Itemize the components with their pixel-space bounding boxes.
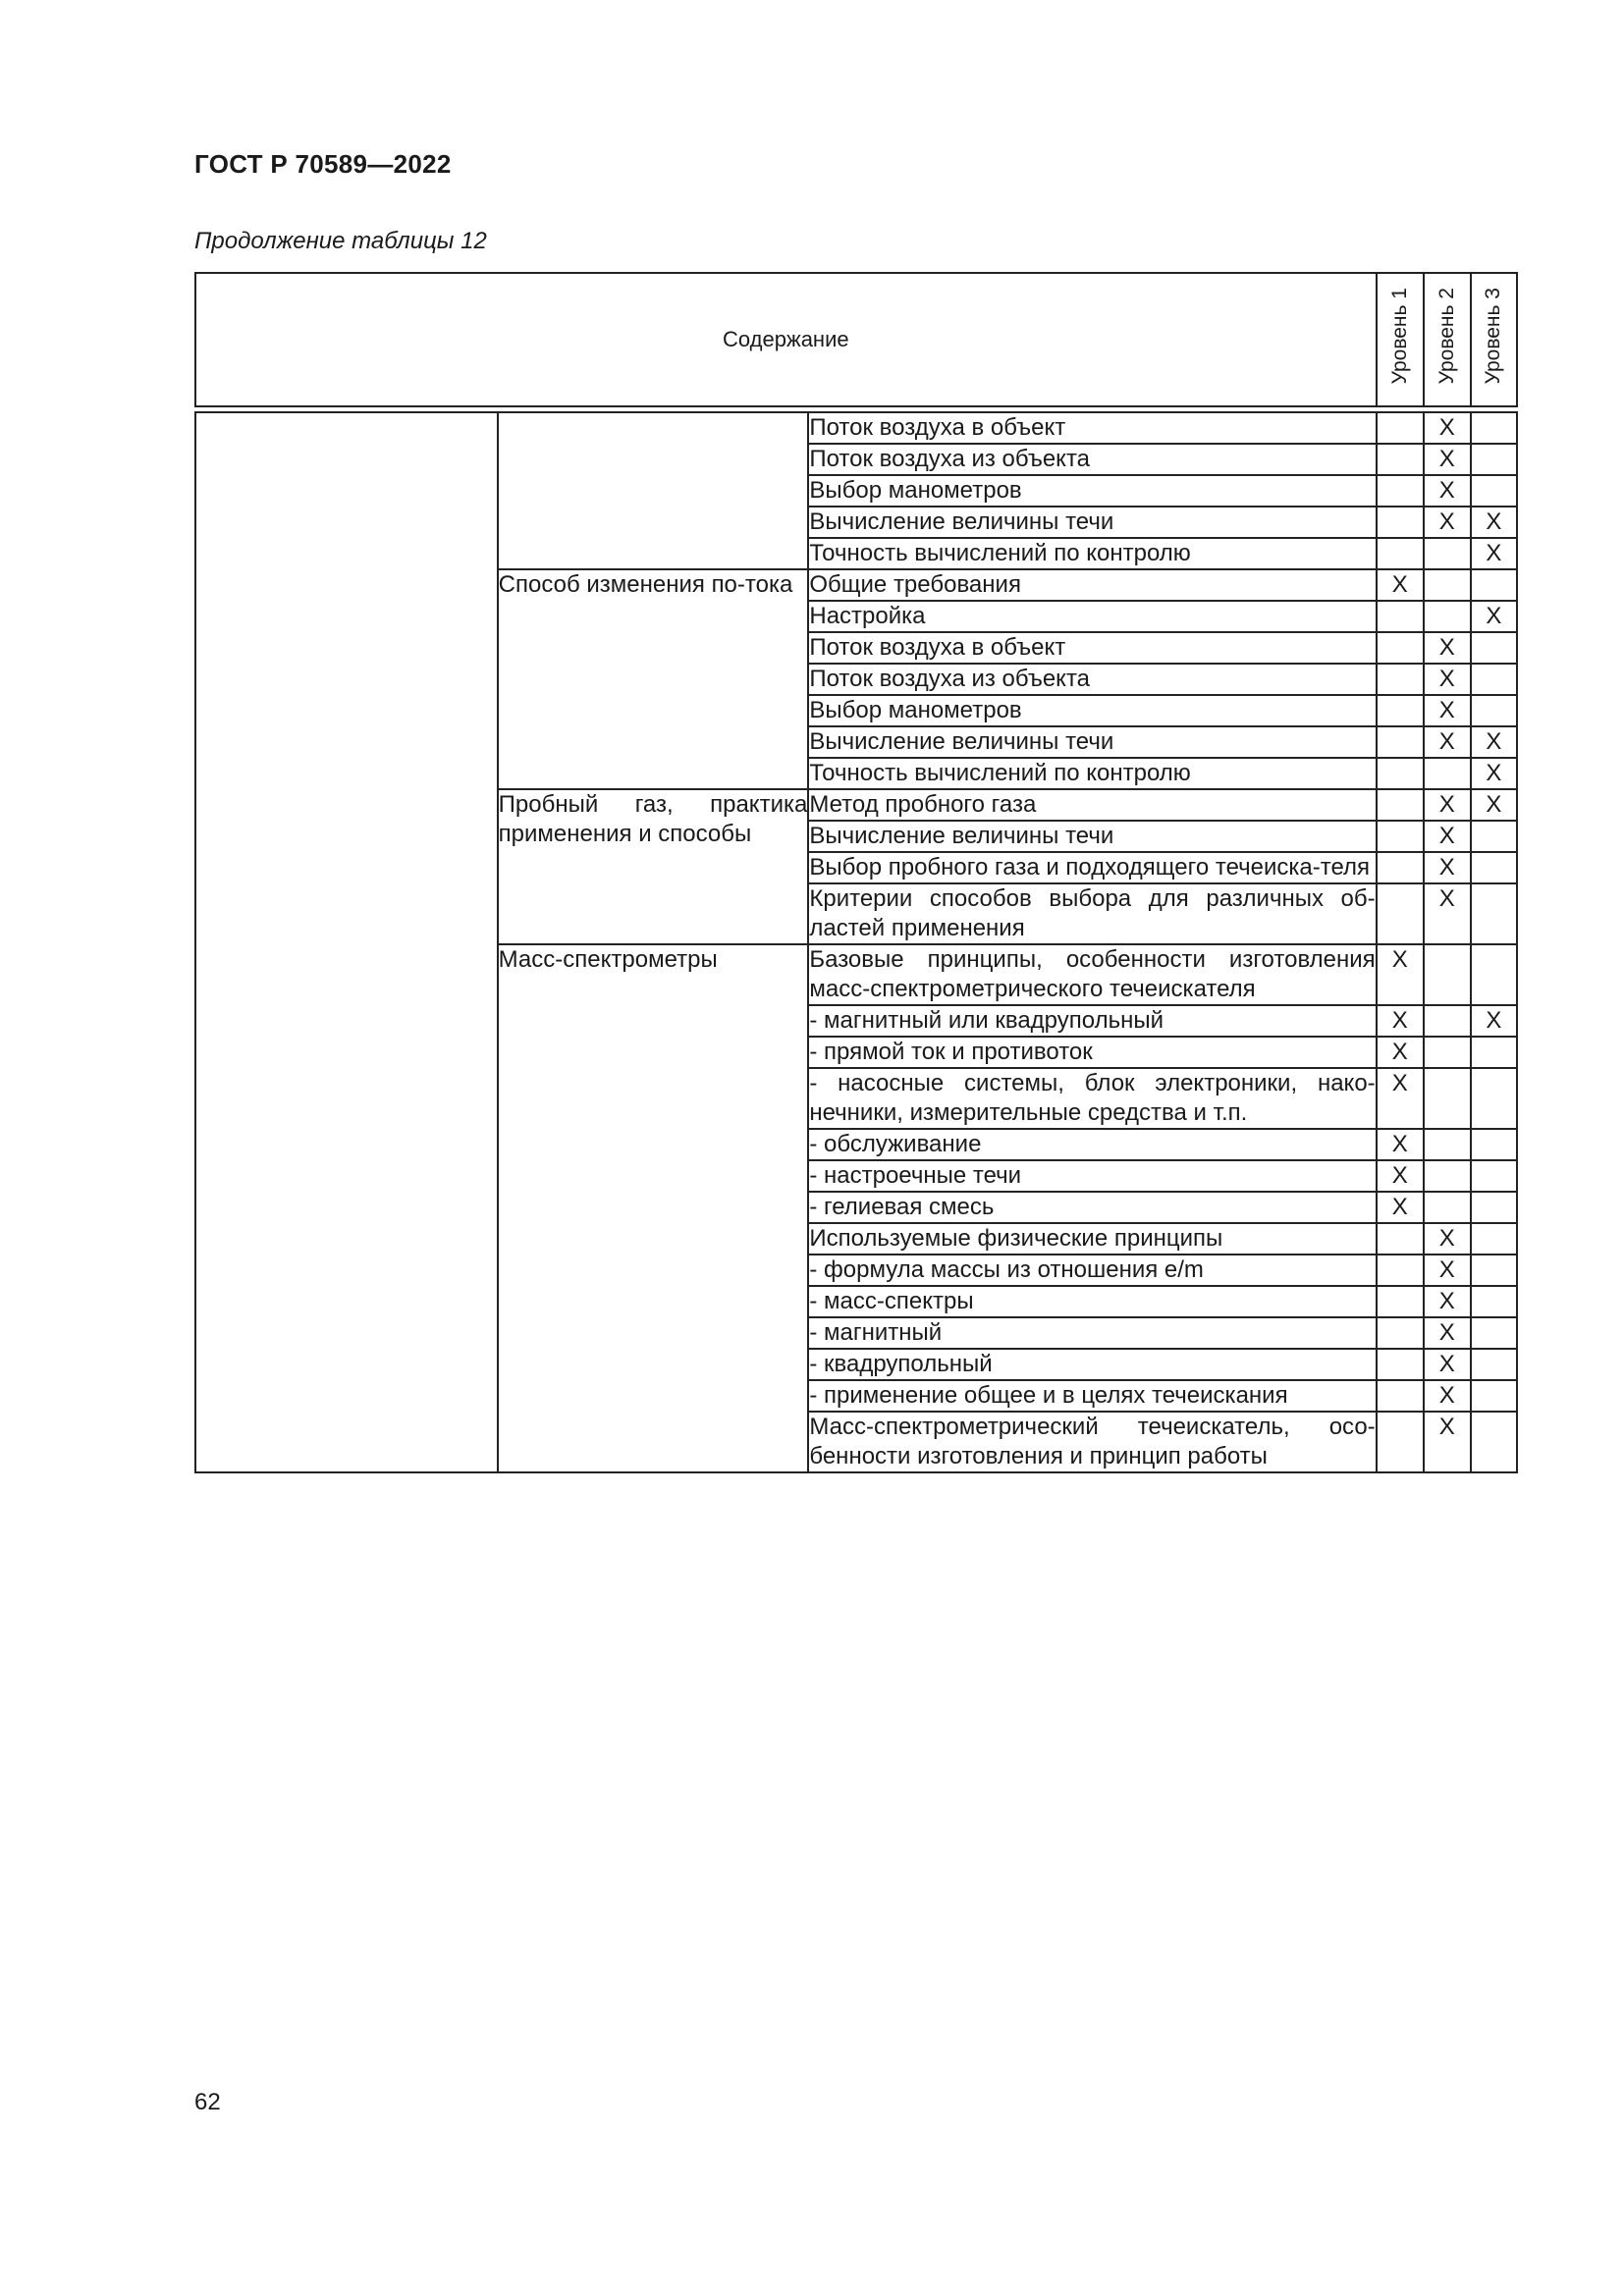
item-text: Используемые физические принципы [808, 1223, 1376, 1255]
item-text: Настройка [808, 601, 1376, 632]
group-cell: Масс-спектрометры [498, 944, 809, 1472]
level-2-mark: X [1424, 1255, 1471, 1286]
level-2-mark [1424, 1160, 1471, 1192]
level-2-mark [1424, 1005, 1471, 1037]
item-text: Точность вычислений по контролю [808, 758, 1376, 789]
level-3-mark: X [1471, 789, 1517, 821]
level-1-mark [1377, 444, 1424, 475]
level-3-mark [1471, 664, 1517, 695]
level-1-mark [1377, 821, 1424, 852]
level-1-mark [1377, 1412, 1424, 1472]
page-number: 62 [194, 2089, 221, 2115]
item-text: - магнитный или квадрупольный [808, 1005, 1376, 1037]
level-2-mark: X [1424, 695, 1471, 726]
table-caption: Продолжение таблицы 12 [194, 228, 487, 254]
level-3-mark [1471, 412, 1517, 444]
item-text: Выбор манометров [808, 695, 1376, 726]
header-level-2-label: Уровень 2 [1435, 287, 1458, 385]
table-row [195, 412, 1517, 444]
level-3-mark [1471, 944, 1517, 1005]
item-text: - квадрупольный [808, 1349, 1376, 1380]
level-1-mark [1377, 789, 1424, 821]
level-1-mark: X [1377, 944, 1424, 1005]
level-3-mark: X [1471, 507, 1517, 538]
level-2-mark [1424, 601, 1471, 632]
item-text: Поток воздуха из объекта [808, 444, 1376, 475]
level-3-mark [1471, 1160, 1517, 1192]
level-3-mark [1471, 1129, 1517, 1160]
header-level-1-label: Уровень 1 [1387, 287, 1411, 385]
item-text: Выбор пробного газа и подходящего течеиска-теля [808, 852, 1376, 883]
level-3-mark [1471, 821, 1517, 852]
level-3-mark [1471, 1255, 1517, 1286]
level-1-mark [1377, 726, 1424, 758]
level-1-mark: X [1377, 1160, 1424, 1192]
level-3-mark [1471, 569, 1517, 601]
item-text: - обслуживание [808, 1129, 1376, 1160]
level-3-mark [1471, 1380, 1517, 1412]
level-1-mark [1377, 883, 1424, 944]
item-text: Вычисление величины течи [808, 726, 1376, 758]
level-1-mark: X [1377, 569, 1424, 601]
level-3-mark [1471, 852, 1517, 883]
level-2-mark: X [1424, 632, 1471, 664]
level-2-mark: X [1424, 412, 1471, 444]
level-3-mark: X [1471, 538, 1517, 569]
level-2-mark [1424, 1037, 1471, 1068]
level-3-mark [1471, 1068, 1517, 1129]
group-cell: Способ изменения по-тока [498, 569, 809, 789]
level-2-mark: X [1424, 789, 1471, 821]
level-2-mark: X [1424, 821, 1471, 852]
level-3-mark [1471, 1037, 1517, 1068]
level-2-mark [1424, 944, 1471, 1005]
level-3-mark [1471, 1349, 1517, 1380]
level-2-mark: X [1424, 1380, 1471, 1412]
item-text: - гелиевая смесь [808, 1192, 1376, 1223]
level-1-mark [1377, 507, 1424, 538]
level-1-mark [1377, 852, 1424, 883]
level-3-mark: X [1471, 601, 1517, 632]
level-3-mark: X [1471, 758, 1517, 789]
item-text: - масс-спектры [808, 1286, 1376, 1317]
item-text: - насосные системы, блок электроники, нако-нечники, измерительные средства и т.п. [808, 1068, 1376, 1129]
level-1-mark [1377, 664, 1424, 695]
header-level-3-label: Уровень 3 [1482, 287, 1505, 385]
level-2-mark [1424, 569, 1471, 601]
header-level-1 [1377, 273, 1424, 406]
level-2-mark: X [1424, 852, 1471, 883]
level-1-mark [1377, 538, 1424, 569]
level-2-mark: X [1424, 507, 1471, 538]
level-2-mark: X [1424, 475, 1471, 507]
header-level-3 [1471, 273, 1517, 406]
level-3-mark [1471, 1223, 1517, 1255]
level-3-mark [1471, 632, 1517, 664]
level-1-mark [1377, 632, 1424, 664]
item-text: - применение общее и в целях течеискания [808, 1380, 1376, 1412]
level-1-mark [1377, 412, 1424, 444]
item-text: Общие требования [808, 569, 1376, 601]
header-content: Содержание [195, 273, 1377, 406]
level-2-mark [1424, 1068, 1471, 1129]
level-1-mark [1377, 1380, 1424, 1412]
item-text: - магнитный [808, 1317, 1376, 1349]
level-2-mark: X [1424, 664, 1471, 695]
table-header-row [195, 273, 1517, 406]
item-text: - настроечные течи [808, 1160, 1376, 1192]
level-2-mark: X [1424, 726, 1471, 758]
group-cell [498, 412, 809, 569]
level-1-mark [1377, 1317, 1424, 1349]
level-2-mark: X [1424, 883, 1471, 944]
item-text: Масс-спектрометрический течеискатель, осо-бенности изготовления и принцип работы [808, 1412, 1376, 1472]
level-2-mark [1424, 538, 1471, 569]
level-2-mark [1424, 758, 1471, 789]
item-text: Поток воздуха в объект [808, 412, 1376, 444]
level-1-mark [1377, 1255, 1424, 1286]
level-1-mark: X [1377, 1192, 1424, 1223]
level-1-mark [1377, 758, 1424, 789]
item-text: - формула массы из отношения e/m [808, 1255, 1376, 1286]
level-1-mark: X [1377, 1005, 1424, 1037]
item-text: Вычисление величины течи [808, 821, 1376, 852]
level-3-mark [1471, 1286, 1517, 1317]
level-3-mark: X [1471, 1005, 1517, 1037]
item-text: Выбор манометров [808, 475, 1376, 507]
item-text: Критерии способов выбора для различных об-ластей применения [808, 883, 1376, 944]
level-1-mark [1377, 1349, 1424, 1380]
level-2-mark [1424, 1192, 1471, 1223]
level-1-mark [1377, 1286, 1424, 1317]
section-cell [195, 412, 498, 1472]
level-1-mark [1377, 695, 1424, 726]
level-3-mark: X [1471, 726, 1517, 758]
level-2-mark: X [1424, 1223, 1471, 1255]
level-1-mark [1377, 601, 1424, 632]
document-id: ГОСТ Р 70589—2022 [194, 149, 452, 179]
item-text: Точность вычислений по контролю [808, 538, 1376, 569]
level-3-mark [1471, 883, 1517, 944]
item-text: Базовые принципы, особенности изготовления масс-спектрометрического течеискателя [808, 944, 1376, 1005]
level-3-mark [1471, 695, 1517, 726]
content-table [194, 272, 1518, 1473]
level-3-mark [1471, 1192, 1517, 1223]
level-3-mark [1471, 1412, 1517, 1472]
level-1-mark [1377, 1223, 1424, 1255]
level-1-mark: X [1377, 1037, 1424, 1068]
item-text: Поток воздуха из объекта [808, 664, 1376, 695]
item-text: Вычисление величины течи [808, 507, 1376, 538]
level-3-mark [1471, 1317, 1517, 1349]
level-2-mark: X [1424, 1412, 1471, 1472]
level-1-mark: X [1377, 1068, 1424, 1129]
item-text: Поток воздуха в объект [808, 632, 1376, 664]
item-text: - прямой ток и противоток [808, 1037, 1376, 1068]
group-cell: Пробный газ, практика применения и способы [498, 789, 809, 944]
level-2-mark: X [1424, 1286, 1471, 1317]
level-3-mark [1471, 444, 1517, 475]
level-1-mark [1377, 475, 1424, 507]
level-1-mark: X [1377, 1129, 1424, 1160]
item-text: Метод пробного газа [808, 789, 1376, 821]
level-2-mark [1424, 1129, 1471, 1160]
level-3-mark [1471, 475, 1517, 507]
level-2-mark: X [1424, 1349, 1471, 1380]
level-2-mark: X [1424, 1317, 1471, 1349]
header-level-2 [1424, 273, 1471, 406]
level-2-mark: X [1424, 444, 1471, 475]
